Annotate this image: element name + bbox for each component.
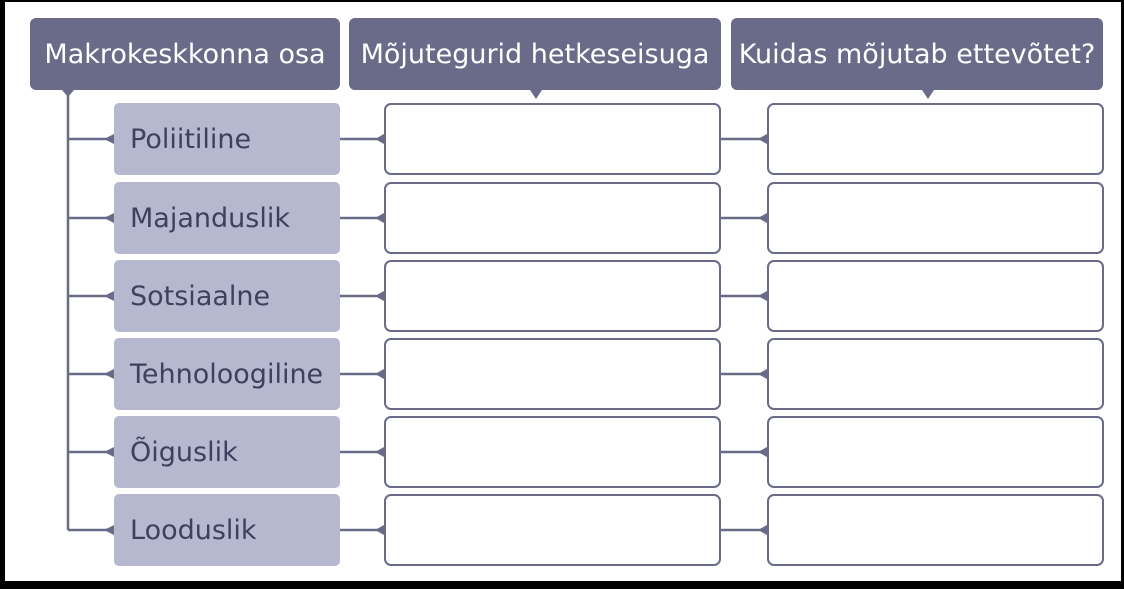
category-3: Sotsiaalne: [114, 260, 340, 332]
link-arrow-a-5: [375, 447, 384, 457]
category-6: Looduslik: [114, 494, 340, 566]
company-impact-box-3[interactable]: [767, 260, 1104, 332]
link-arrow-a-2: [375, 213, 384, 223]
current-factors-box-6[interactable]: [384, 494, 721, 566]
header-2-tab: [530, 90, 542, 99]
branch-arrow-4: [104, 369, 114, 379]
link-arrow-b-4: [758, 369, 767, 379]
link-arrow-a-3: [375, 291, 384, 301]
company-impact-box-4[interactable]: [767, 338, 1104, 410]
branch-arrow-1: [104, 134, 114, 144]
link-arrow-b-6: [758, 525, 767, 535]
current-factors-box-3[interactable]: [384, 260, 721, 332]
category-2: Majanduslik: [114, 182, 340, 254]
company-impact-box-2[interactable]: [767, 182, 1104, 254]
header-current-factors: Mõjutegurid hetkeseisuga: [349, 18, 721, 90]
company-impact-box-6[interactable]: [767, 494, 1104, 566]
category-5: Õiguslik: [114, 416, 340, 488]
header-1-tab: [62, 90, 74, 97]
link-arrow-a-1: [375, 134, 384, 144]
current-factors-box-5[interactable]: [384, 416, 721, 488]
link-arrow-b-3: [758, 291, 767, 301]
link-arrow-b-5: [758, 447, 767, 457]
header-company-impact: Kuidas mõjutab ettevõtet?: [731, 18, 1103, 90]
link-arrow-a-6: [375, 525, 384, 535]
company-impact-box-1[interactable]: [767, 103, 1104, 175]
link-arrow-b-1: [758, 134, 767, 144]
branch-arrow-2: [104, 213, 114, 223]
frame-border-left: [0, 0, 5, 589]
current-factors-box-1[interactable]: [384, 103, 721, 175]
branch-arrow-6: [104, 525, 114, 535]
header-3-tab: [922, 90, 934, 99]
category-1: Poliitiline: [114, 103, 340, 175]
header-macro-environment: Makrokeskkonna osa: [30, 18, 340, 90]
frame-border-top: [0, 0, 1124, 2]
link-arrow-a-4: [375, 369, 384, 379]
category-4: Tehnoloogiline: [114, 338, 340, 410]
current-factors-box-4[interactable]: [384, 338, 721, 410]
link-arrow-b-2: [758, 213, 767, 223]
branch-arrow-5: [104, 447, 114, 457]
frame-border-bottom: [0, 581, 1124, 589]
current-factors-box-2[interactable]: [384, 182, 721, 254]
company-impact-box-5[interactable]: [767, 416, 1104, 488]
branch-arrow-3: [104, 291, 114, 301]
